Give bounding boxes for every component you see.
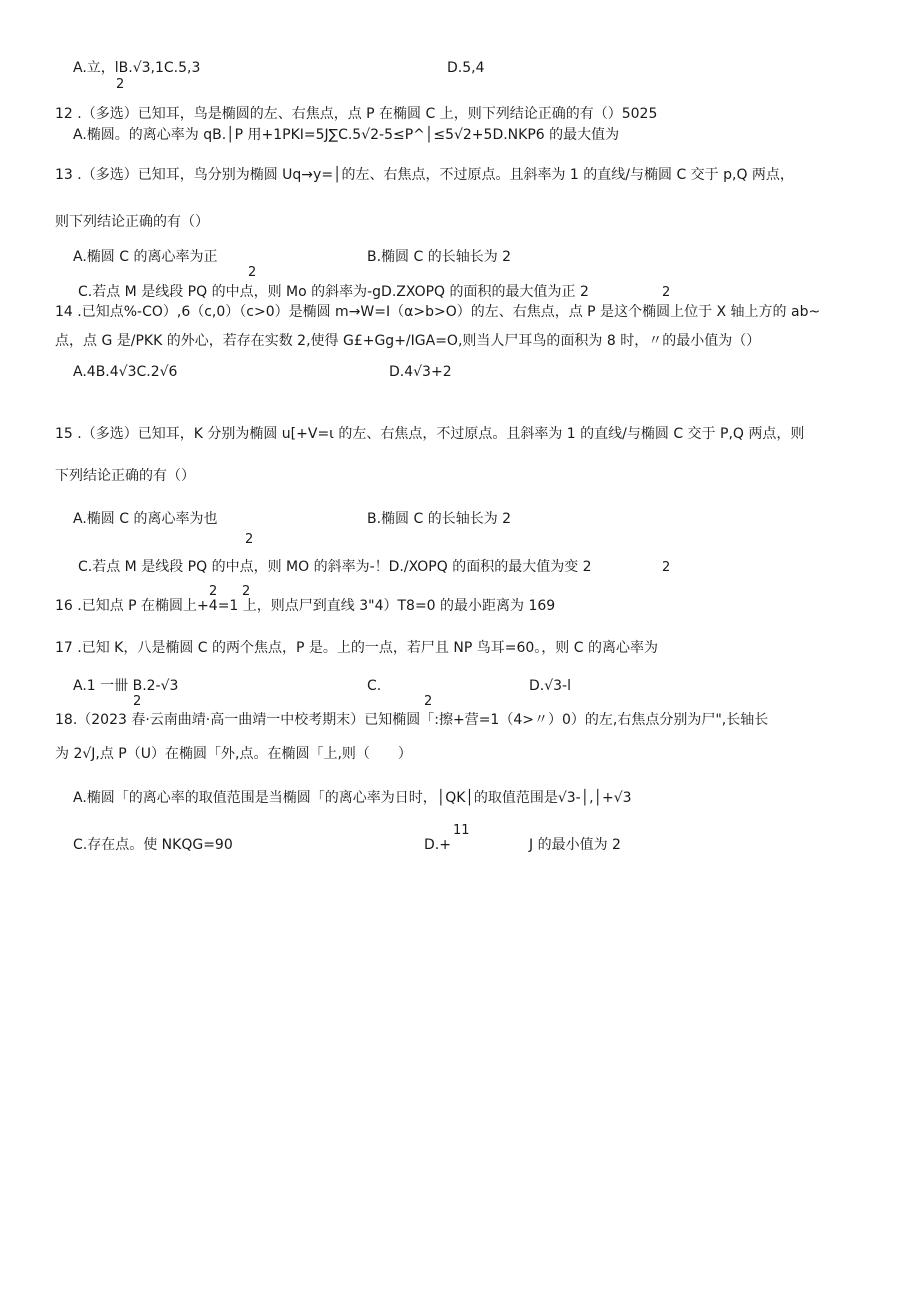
q18-options-ab: A.椭圆「的离心率的取值范围是当椭圆「的离心率为日时，│QK│的取值范围是√3-│,│+√3	[73, 790, 632, 806]
q18-stem-line2: 为 2√J,点 P（U）在椭圆「外,点。在椭圆「上,则（ ）	[55, 746, 412, 762]
q14-stem-line1: 14 .已知点%-CO）,6（c,0）（c>0）是椭圆 m→W=I（α>b>O）的左、右焦点，点 P 是这个椭圆上位于 X 轴上方的 ab~	[55, 304, 821, 320]
q13-options-cd: C.若点 M 是线段 PQ 的中点，则 Mo 的斜率为-gD.ZXOPQ 的面积的最大值为正 2	[78, 284, 589, 300]
q17-subscript-c: 2	[424, 694, 433, 709]
q11-subscript: 2	[116, 77, 125, 92]
q16-superscript-2: 2	[242, 584, 251, 599]
q17-options-ab: A.1 一卌 B.2-√3	[73, 678, 179, 694]
q12-options: A.椭圆。的离心率为 qB.│P 用+1PKI=5J∑C.5√2-5≤P^│≤5√2+5D.NKP6 的最大值为	[73, 127, 620, 143]
q16-superscript-1: 2	[209, 584, 218, 599]
q17-option-c: C.	[367, 678, 382, 694]
q15-options-cd: C.若点 M 是线段 PQ 的中点，则 MO 的斜率为-！D./XOPQ 的面积的最大值为变 2	[78, 559, 592, 575]
q18-option-d-tail: J 的最小值为 2	[529, 837, 621, 853]
q15-subscript-d: 2	[662, 560, 671, 575]
q14-option-d: D.4√3+2	[389, 364, 452, 380]
q14-options-abc: A.4B.4√3C.2√6	[73, 364, 178, 380]
q16-stem: 16 .已知点 P 在椭圆上+4=1 上，则点尸到直线 3"4）T8=0 的最小距离为 169	[55, 598, 556, 614]
q18-option-c: C.存在点。使 NKQG=90	[73, 837, 233, 853]
q17-option-d: D.√3-l	[529, 678, 571, 694]
q18-stem-line1: 18.（2023 春·云南曲靖·高一曲靖一中校考期末）已知椭圆「:擦+营=1（4>〃）0）的左,右焦点分别为尸",长轴长	[55, 712, 769, 728]
q13-subscript-d: 2	[662, 285, 671, 300]
q13-stem-line1: 13 .（多选）已知耳，鸟分别为椭圆 Uq→y=│的左、右焦点，不过原点。且斜率为 1 的直线/与椭圆 C 交于 p,Q 两点，	[55, 167, 794, 183]
q13-option-b: B.椭圆 C 的长轴长为 2	[367, 249, 512, 265]
q13-option-a: A.椭圆 C 的离心率为正	[73, 249, 218, 265]
q11-option-d: D.5,4	[447, 60, 485, 76]
q15-subscript-a: 2	[245, 532, 254, 547]
q15-option-a: A.椭圆 C 的离心率为也	[73, 511, 218, 527]
q13-subscript-a: 2	[248, 265, 257, 280]
q14-stem-line2: 点，点 G 是/PKK 的外心，若存在实数 2,使得 G£+Gg+/IGA=O,则当人尸耳鸟的面积为 8 时，〃的最小值为（）	[55, 333, 761, 349]
q15-stem-line2: 下列结论正确的有（）	[55, 468, 195, 484]
q15-stem-line1: 15 .（多选）已知耳，K 分别为椭圆 u[+V=ι 的左、右焦点，不过原点。且斜率为 1 的直线/与椭圆 C 交于 P,Q 两点，则	[55, 426, 805, 442]
q12-stem: 12 .（多选）已知耳，鸟是椭圆的左、右焦点，点 P 在椭圆 C 上，则下列结论正确的有（）5025	[55, 106, 658, 122]
q17-stem: 17 .已知 K，八是椭圆 C 的两个焦点，P 是。上的一点，若尸且 NP 鸟耳=60。，则 C 的离心率为	[55, 640, 658, 656]
q15-option-b: B.椭圆 C 的长轴长为 2	[367, 511, 512, 527]
q18-option-d: D.+	[424, 837, 451, 853]
q13-stem-line2: 则下列结论正确的有（）	[55, 214, 209, 230]
q11-options-abc: A.立，lB.√3,1C.5,3	[73, 60, 201, 76]
q18-fraction-numerator: 11	[453, 823, 470, 838]
q17-subscript-a: 2	[133, 694, 142, 709]
